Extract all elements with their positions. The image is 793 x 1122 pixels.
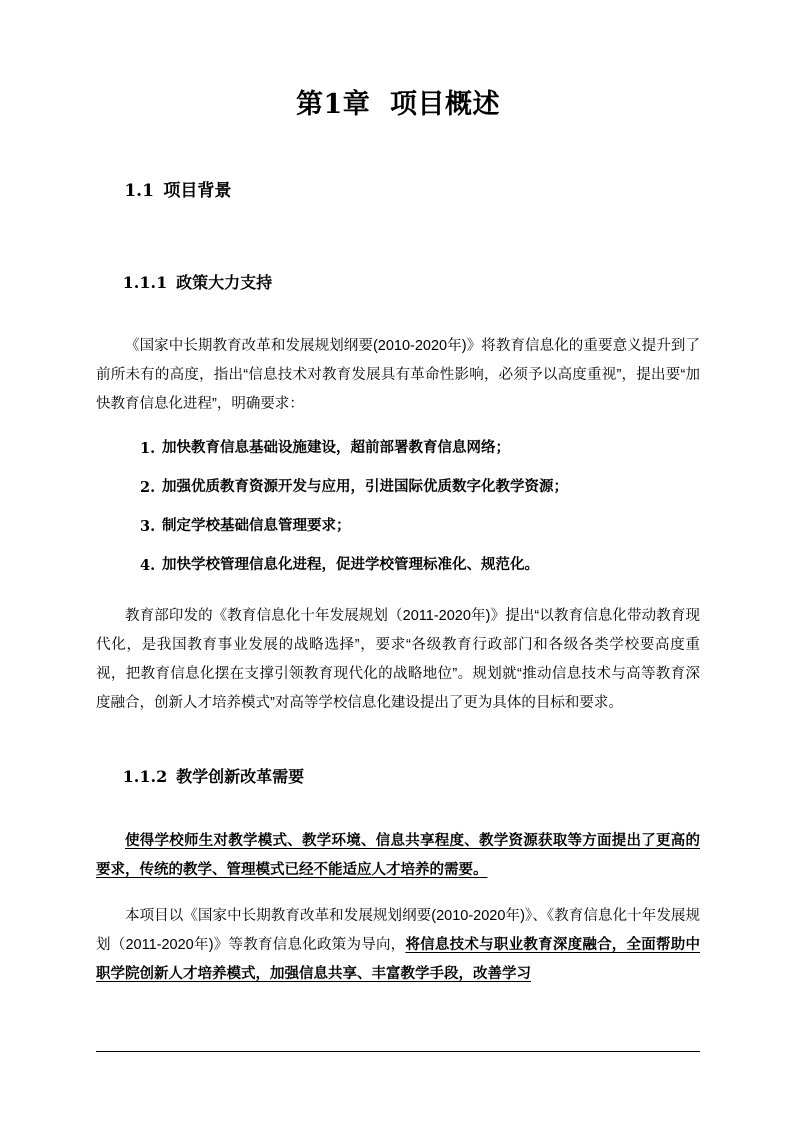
heading-1-1-number: 1.1 [124,180,154,201]
list-item-text: 制定学校基础信息管理要求； [162,518,351,535]
heading-1-1-1 [96,224,700,315]
list-item [96,507,700,546]
heading-1-1-2-label: 教学创新改革需要 [176,769,305,787]
paragraph-project-direction [96,885,700,989]
list-item [96,429,700,468]
policy-requirements-list [96,419,700,585]
list-item-marker: 1. [140,440,156,458]
paragraph-ten-year-plan: 教育部印发的《教育信息化十年发展规划（2011-2020年)》提出“以教育信息化带动教育现代化，是我国教育事业发展的战略选择”，要求“各级教育行政部门和各级各类学校要高度重视，把教育信息化摆在支撑引领教育现代化的战略地位”。规划就“推动信息技术与高等教育深度融合，创新人才培养模式”对高等学校信息化建设提出了更为具体的目标和要求。 [96,608,700,712]
footer-separator [96,1051,700,1052]
heading-1-1-label: 项目背景 [163,180,232,200]
paragraph-teaching-reform-emphasis: 使得学校师生对教学模式、教学环境、信息共享程度、教学资源获取等方面提出了更高的要求，传统的教学、管理模式已经不能适应人才培养的需要。 [96,832,700,878]
chapter-title: 第1章 项目概述 [295,89,501,120]
paragraph-policy-intro: 《国家中长期教育改革和发展规划纲要(2010-2020年)》将教育信息化的重要意义提升到了前所未有的高度，指出“信息技术对教育发展具有革命性影响，必须予以高度重视”，提出要“加快教育信息化进程”，明确要求： [96,338,700,413]
page-content [96,0,700,989]
list-item [96,546,700,585]
heading-1-1 [96,122,700,224]
list-item-marker: 3. [140,518,156,536]
paragraph-project-direction-plain: 本项目以《国家中长期教育改革和发展规划纲要(2010-2020年)》、《教育信息化十年发展规划（2011-2020年)》等教育信息化政策为导向， [96,907,700,953]
list-item-text: 加快学校管理信息化进程，促进学校管理标准化、规范化。 [162,557,539,574]
paragraph-project-direction-emphasis: 将信息技术与职业教育深度融合，全面帮助中职学院创新人才培养模式，加强信息共享、丰富教学手段，改善学习 [96,936,701,982]
list-item-text: 加快教育信息基础设施建设，超前部署教育信息网络； [162,440,510,457]
list-item [96,468,700,507]
list-item-text: 加强优质教育资源开发与应用，引进国际优质数字化教学资源； [162,479,568,496]
heading-1-1-2-number: 1.1.2 [122,767,168,787]
heading-1-1-1-number: 1.1.1 [122,272,168,292]
heading-1-1-2 [96,718,700,809]
list-item-marker: 4. [140,557,156,575]
heading-1-1-1-label: 政策大力支持 [176,274,273,292]
list-item-marker: 2. [140,479,156,497]
